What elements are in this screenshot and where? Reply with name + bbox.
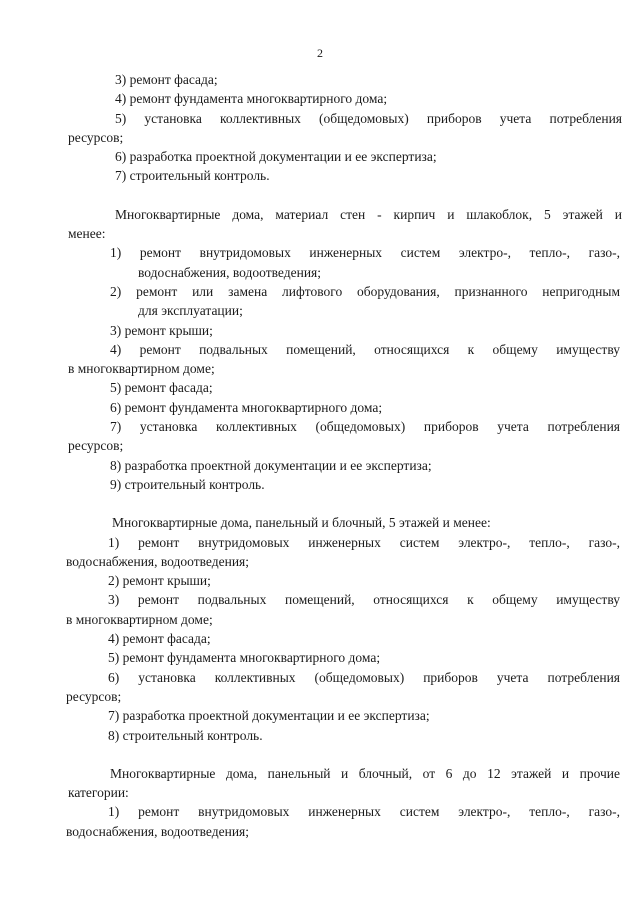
text-section <box>0 70 640 186</box>
text-line: 8) строительный контроль. <box>108 727 263 743</box>
text-line: 1) ремонт внутридомовых инженерных систем электро-, тепло-, газо-, <box>110 245 620 261</box>
text-line: 5) ремонт фундамента многоквартирного дома; <box>108 650 381 666</box>
document-body <box>0 70 640 841</box>
text-line: 5) ремонт фасада; <box>110 380 213 396</box>
text-line: в многоквартирном доме; <box>66 611 213 627</box>
text-line: 4) ремонт фундамента многоквартирного дома; <box>115 91 388 107</box>
text-section <box>0 205 640 494</box>
text-line: ресурсов; <box>66 688 122 704</box>
text-line: 3) ремонт подвальных помещений, относящихся к общему имуществу <box>108 592 620 608</box>
text-line: 7) разработка проектной документации и ее экспертиза; <box>108 708 430 724</box>
text-line: 3) ремонт крыши; <box>110 322 213 338</box>
text-line: категории: <box>68 785 129 801</box>
text-line: для эксплуатации; <box>138 303 243 319</box>
text-line: в многоквартирном доме; <box>68 361 215 377</box>
text-line: Многоквартирные дома, панельный и блочный, от 6 до 12 этажей и прочие <box>110 765 620 781</box>
text-line: 1) ремонт внутридомовых инженерных систем электро-, тепло-, газо-, <box>108 534 620 550</box>
text-line: менее: <box>68 226 106 242</box>
page-number: 2 <box>317 46 323 60</box>
text-line: 6) ремонт фундамента многоквартирного дома; <box>110 399 383 415</box>
text-section <box>0 513 640 745</box>
text-line: 6) установка коллективных (общедомовых) приборов учета потребления <box>108 669 620 685</box>
text-line: 7) установка коллективных (общедомовых) приборов учета потребления <box>110 419 620 435</box>
text-line: водоснабжения, водоотведения; <box>138 264 322 280</box>
text-line: водоснабжения, водоотведения; <box>66 823 250 839</box>
text-line: 3) ремонт фасада; <box>115 72 218 87</box>
text-line: 7) строительный контроль. <box>115 168 270 184</box>
section-gap <box>0 186 640 205</box>
text-line: 5) установка коллективных (общедомовых) приборов учета потребления <box>115 110 622 126</box>
section-gap <box>0 745 640 764</box>
text-line: Многоквартирные дома, материал стен - кирпич и шлакоблок, 5 этажей и <box>115 206 622 222</box>
text-line: 2) ремонт или замена лифтового оборудования, признанного непригодным <box>110 283 620 299</box>
text-line: 4) ремонт фасада; <box>108 631 211 647</box>
section-gap <box>0 494 640 513</box>
text-line: 1) ремонт внутридомовых инженерных систем электро-, тепло-, газо-, <box>108 804 620 820</box>
text-line: водоснабжения, водоотведения; <box>66 553 250 569</box>
text-line: 4) ремонт подвальных помещений, относящихся к общему имуществу <box>110 341 620 357</box>
text-line: 9) строительный контроль. <box>110 476 265 492</box>
text-line: 6) разработка проектной документации и ее экспертиза; <box>115 149 437 165</box>
text-line: ресурсов; <box>68 438 124 454</box>
text-line: Многоквартирные дома, панельный и блочный, 5 этажей и менее: <box>112 515 491 531</box>
text-line: 8) разработка проектной документации и ее экспертиза; <box>110 457 432 473</box>
text-line: 2) ремонт крыши; <box>108 573 211 589</box>
text-section <box>0 764 640 841</box>
text-line: ресурсов; <box>68 129 124 145</box>
